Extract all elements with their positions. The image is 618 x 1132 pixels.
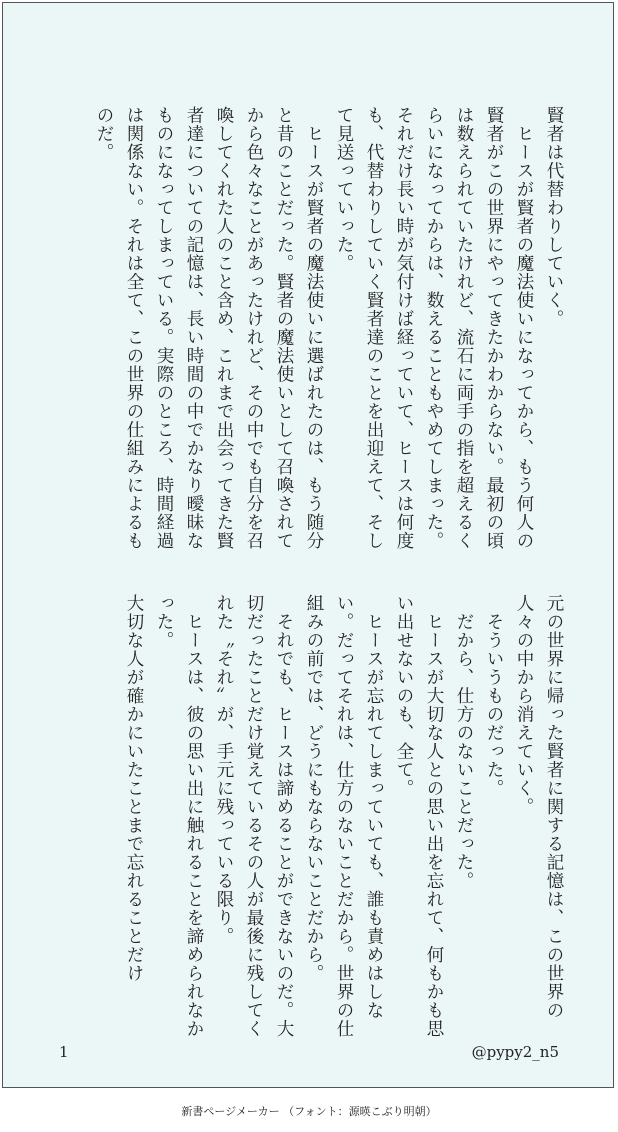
author-handle: @pypy2_n5 [471, 1043, 559, 1061]
footer-credit: 新書ページメーカー （フォント：源暎こぶり明朝） [181, 1105, 437, 1118]
text-block-top: 賢者は代替わりしていく。 ヒースが賢者の魔法使いになってから、もう何人の賢者がこの世界にやってきたかわからない。最初の頃は数えられていたけれど、流石に両手の指を超えるくらいになってからは、数えることもやめてしまった。それだけ長い時が気付けば経っていて、ヒースは何度も、代替わりしていく賢者達のことを出迎えて、そして見送っていった。 ヒースが賢者の魔法使いに選ばれたのは、もう随分と昔のことだった。賢者の魔法使いとして召喚されてから色々なことがあったけれど、その中でも自分を召喚してくれた人のこと含め、これまで出会ってきた賢者達についての記憶は、長い時間の中でかなり曖昧なものになってしまっている。実際のところ、時間経過は関係ない。それは全て、この世界の仕組みによるものだ。 [94, 106, 564, 550]
novel-page [2, 2, 614, 1088]
text-block-bottom: 元の世界に帰った賢者に関する記憶は、この世界の人々の中から消えていく。 そういうものだった。 だから、仕方のないことだった。 ヒースが大切な人との思い出を忘れて、何もかも思い出せないのも、全て。 ヒースが忘れてしまっていても、誰も責めはしない。だってそれは、仕方のないことだから。世界の仕組みの前では、どうにもならないことだから。 それでも、ヒースは諦めることができないのだ。大切だったことだけ覚えているその人が最後に残してくれた〝それ〟が、手元に残っている限り。 ヒースは、彼の思い出に触れることを諦められなかった。 大切な人が確かにいたことまで忘れることだけ [124, 594, 564, 1038]
page-number: 1 [59, 1043, 69, 1061]
